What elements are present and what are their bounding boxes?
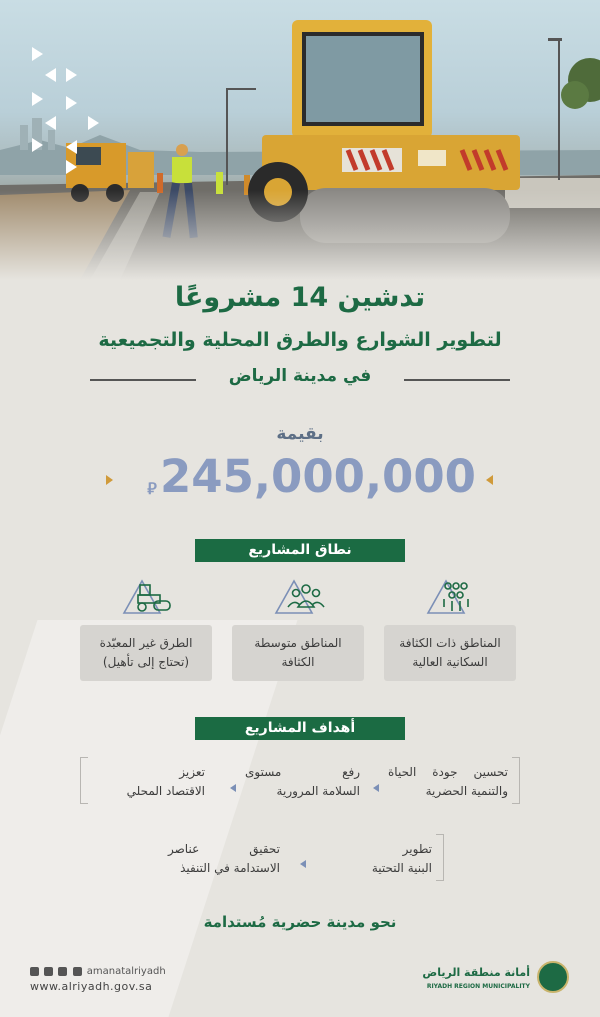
snapchat-icon[interactable]: [44, 967, 53, 976]
goal-local-economy: [92, 763, 205, 801]
goals-heading: أهداف المشاريع: [195, 717, 405, 740]
scope-card-line2: الكثافة: [281, 655, 315, 669]
youtube-icon[interactable]: [73, 967, 82, 976]
city-label: في مدينة الرياض: [228, 366, 372, 386]
scope-card-unpaved-roads: [80, 625, 212, 681]
goal-line2: والتنمية الحضرية: [425, 784, 508, 798]
goal-line2: البنية التحتية: [371, 861, 432, 875]
scope-card-line1: المناطق متوسطة: [254, 636, 342, 650]
crowd-icon: [424, 577, 480, 617]
project-value: 245,000,000: [160, 450, 476, 503]
social-handle-text[interactable]: amanatalriyadh: [86, 966, 166, 977]
x-icon[interactable]: [30, 967, 39, 976]
scope-card-line2: السكانية العالية: [412, 655, 488, 669]
goal-arrow-icon: [300, 860, 306, 868]
page-title: تدشين 14 مشروعًا: [174, 282, 426, 313]
goal-line1: تطوير: [402, 842, 432, 856]
org-name-en: RIYADH REGION MUNICIPALITY: [426, 983, 530, 990]
goal-quality-of-life: [388, 763, 508, 801]
arrow-left-icon: [486, 475, 493, 485]
goal-line1: رفع مستوى: [245, 765, 360, 779]
tagline: نحو مدينة حضرية مُستدامة: [203, 913, 397, 931]
hero-image: [0, 0, 600, 280]
goal-sustainability: [168, 840, 280, 878]
page-subtitle: لتطوير الشوارع والطرق المحلية والتجميعية: [98, 329, 502, 351]
city-line: [90, 366, 510, 392]
value-label: بقيمة: [276, 424, 324, 444]
scope-card-line2: (تحتاج إلى تأهيل): [102, 655, 190, 669]
goal-line2: الاقتصاد المحلي: [126, 784, 205, 798]
goal-line2: الاستدامة في التنفيذ: [180, 861, 280, 875]
linkedin-icon[interactable]: [58, 967, 67, 976]
goal-line1: تعزيز: [179, 765, 205, 779]
goal-traffic-safety: [245, 763, 360, 801]
scope-card-high-density: [384, 625, 516, 681]
scope-card-line1: المناطق ذات الكثافة: [399, 636, 501, 650]
goal-arrow-icon: [373, 784, 379, 792]
org-name-ar: أمانة منطقة الرياض: [422, 966, 530, 979]
scope-heading: نطاق المشاريع: [195, 539, 405, 562]
municipality-emblem-icon: [537, 961, 569, 993]
website-link[interactable]: www.alriyadh.gov.sa: [30, 980, 153, 993]
scope-card-line1: الطرق غير المعبّدة: [99, 636, 193, 650]
goal-bracket: [80, 757, 88, 804]
goal-arrow-icon: [230, 784, 236, 792]
group-icon: [272, 577, 328, 617]
scope-card-medium-density: [232, 625, 364, 681]
arrow-right-icon: [106, 475, 113, 485]
road-roller-icon: [120, 577, 176, 617]
goal-line1: تحسين جودة الحياة: [388, 765, 508, 779]
goal-line2: السلامة المرورية: [276, 784, 360, 798]
goal-line1: تحقيق عناصر: [168, 842, 280, 856]
social-handle: [30, 966, 166, 977]
currency-symbol: ⃁: [147, 479, 157, 498]
goal-infrastructure: [322, 840, 432, 878]
goal-bracket: [512, 757, 520, 804]
goal-bracket: [436, 834, 444, 881]
